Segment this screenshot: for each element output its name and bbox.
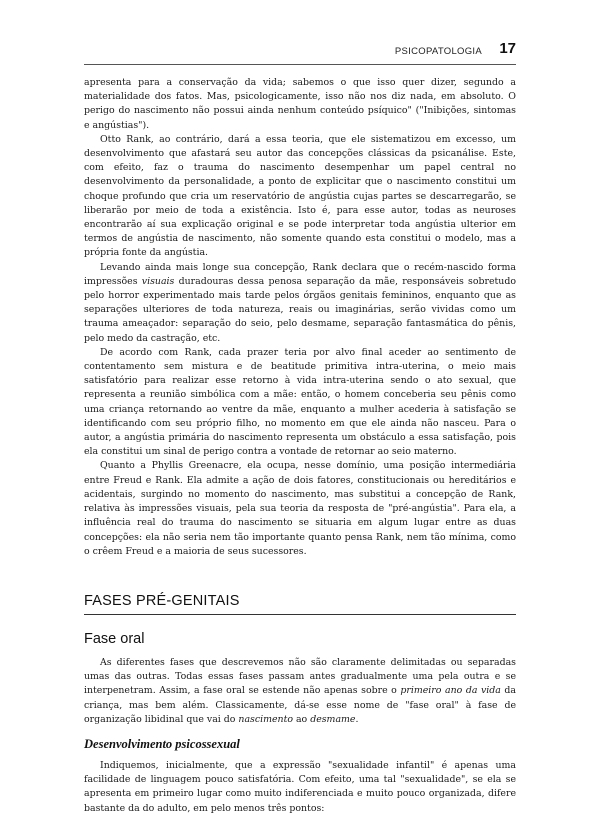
emphasis-text: nascimento <box>238 713 293 725</box>
paragraph-text: . <box>355 713 359 725</box>
paragraph-oral-phase <box>84 656 516 727</box>
subsection-title: Fase oral <box>84 630 145 647</box>
paragraph-text: ao <box>292 713 311 725</box>
paragraph-rank-pleasure: De acordo com Rank, cada prazer teria por alvo final aceder ao sentimento de contentamento sem mistura e de beatitude primitiva intra-uterina, o meio mais satisfatório para realizar esse retorno à vida intra-uterina sendo o ato sexual, que representa a reunião simbólica com a mãe: então, o homem conceberia seu pênis como uma criança retornando ao ventre da mãe, enquanto a mulher acederia à satisfação se identificando com seu próprio filho, no momento em que ele ainda não nasceu. Para o autor, a angústia primária do nascimento representa um obstáculo a essa satisfação, pois ela constitui um sinal de perigo contra a vontade de retornar ao seio materno. <box>84 346 516 458</box>
paragraph-text: duradouras dessa penosa separação da mãe, responsáveis sobretudo pelo horror experimentado mais tarde pelos órgãos genitais femininos, enquanto que as separações ulteriores de toda natureza, reais ou imaginárias, serão vividas como um trauma ameaçador: separação do seio, pelo desmame, separação fantasmática do pênis, pelo medo da castração, etc. <box>84 275 516 344</box>
paragraph-text: Levando ainda mais longe sua concepção, Rank declara que o recém-nascido forma impressões <box>84 261 516 287</box>
paragraph-text: As diferentes fases que descrevemos não são claramente delimitadas ou separadas umas das outras. Todas essas fases passam antes gradualmente uma pela outra e se interpenetram. Assim, a fase oral se estende não apenas sobre o <box>84 656 516 697</box>
paragraph-rank-visual <box>84 261 516 346</box>
paragraph-psychosexual: Indiquemos, inicialmente, que a expressão "sexualidade infantil" é apenas uma facilidade de linguagem pouco satisfatória. Com efeito, uma tal "sexualidade", se ela se apresenta em primeiro lugar como muito indiferenciada e muito pouco organizada, difere bastante da do adulto, em pelo menos três pontos: <box>84 759 516 814</box>
section-title: FASES PRÉ-GENITAIS <box>84 593 516 615</box>
paragraph-continuation: apresenta para a conservação da vida; sabemos o que isso quer dizer, segundo a materialidade dos fatos. Mas, psicologicamente, isso não nos diz nada, em absoluto. O perigo do nascimento não possui ainda nenhum conteúdo psíquico" ("Inibições, sintomas e angústias"). <box>84 77 516 131</box>
emphasis-text: primeiro ano da vida <box>400 685 501 697</box>
paragraph-greenacre: Quanto a Phyllis Greenacre, ela ocupa, nesse domínio, uma posição intermediária entre Freud e Rank. Ela admite a ação de dois fatores, constitucionais ou hereditários e acidentais, surgindo no momento do nascimento, mas substitui a concepção de Rank, relativa às impressões visuais, pela sua teoria da resposta de "pré-angústia". Para ela, a influência real do trauma do nascimento se situaria em algum lugar entre as duas concepções: ela não seria nem tão importante quanto pensa Rank, nem tão mínima, como o crêem Freud e a maioria de seus sucessores. <box>84 460 516 557</box>
subsubsection-title: Desenvolvimento psicossexual <box>84 736 240 751</box>
page-body <box>84 76 516 816</box>
emphasis-text: visuais <box>141 275 175 287</box>
paragraph-otto-rank: Otto Rank, ao contrário, dará a essa teoria, que ele sistematizou em excesso, um desenvolvimento que afastará seu autor das concepções clássicas da psicanálise. Este, com efeito, faz o trauma do nascimento desempenhar um papel central no desenvolvimento da personalidade, a ponto de explicitar que o nascimento constitui um choque profundo que cria um reservatório de angústia cujas partes se descarregarão, se liberarão por meio de toda a existência. Isto é, para esse autor, todas as neuroses encontrarão aí sua explicação original e se pode interpretar toda angústia ulterior em termos de angústia de nascimento, não somente quando esta constitui o modelo, mas a própria fonte da angústia. <box>84 133 516 259</box>
page-header <box>84 40 516 65</box>
paragraph-text: da criança, mas bem além. Classicamente, dá-se esse nome de "fase oral" à fase de organização libidinal que vai do <box>84 685 517 725</box>
emphasis-text: desmame <box>310 713 356 725</box>
page-number: 17 <box>499 40 516 57</box>
running-head: PSICOPATOLOGIA <box>394 46 482 57</box>
